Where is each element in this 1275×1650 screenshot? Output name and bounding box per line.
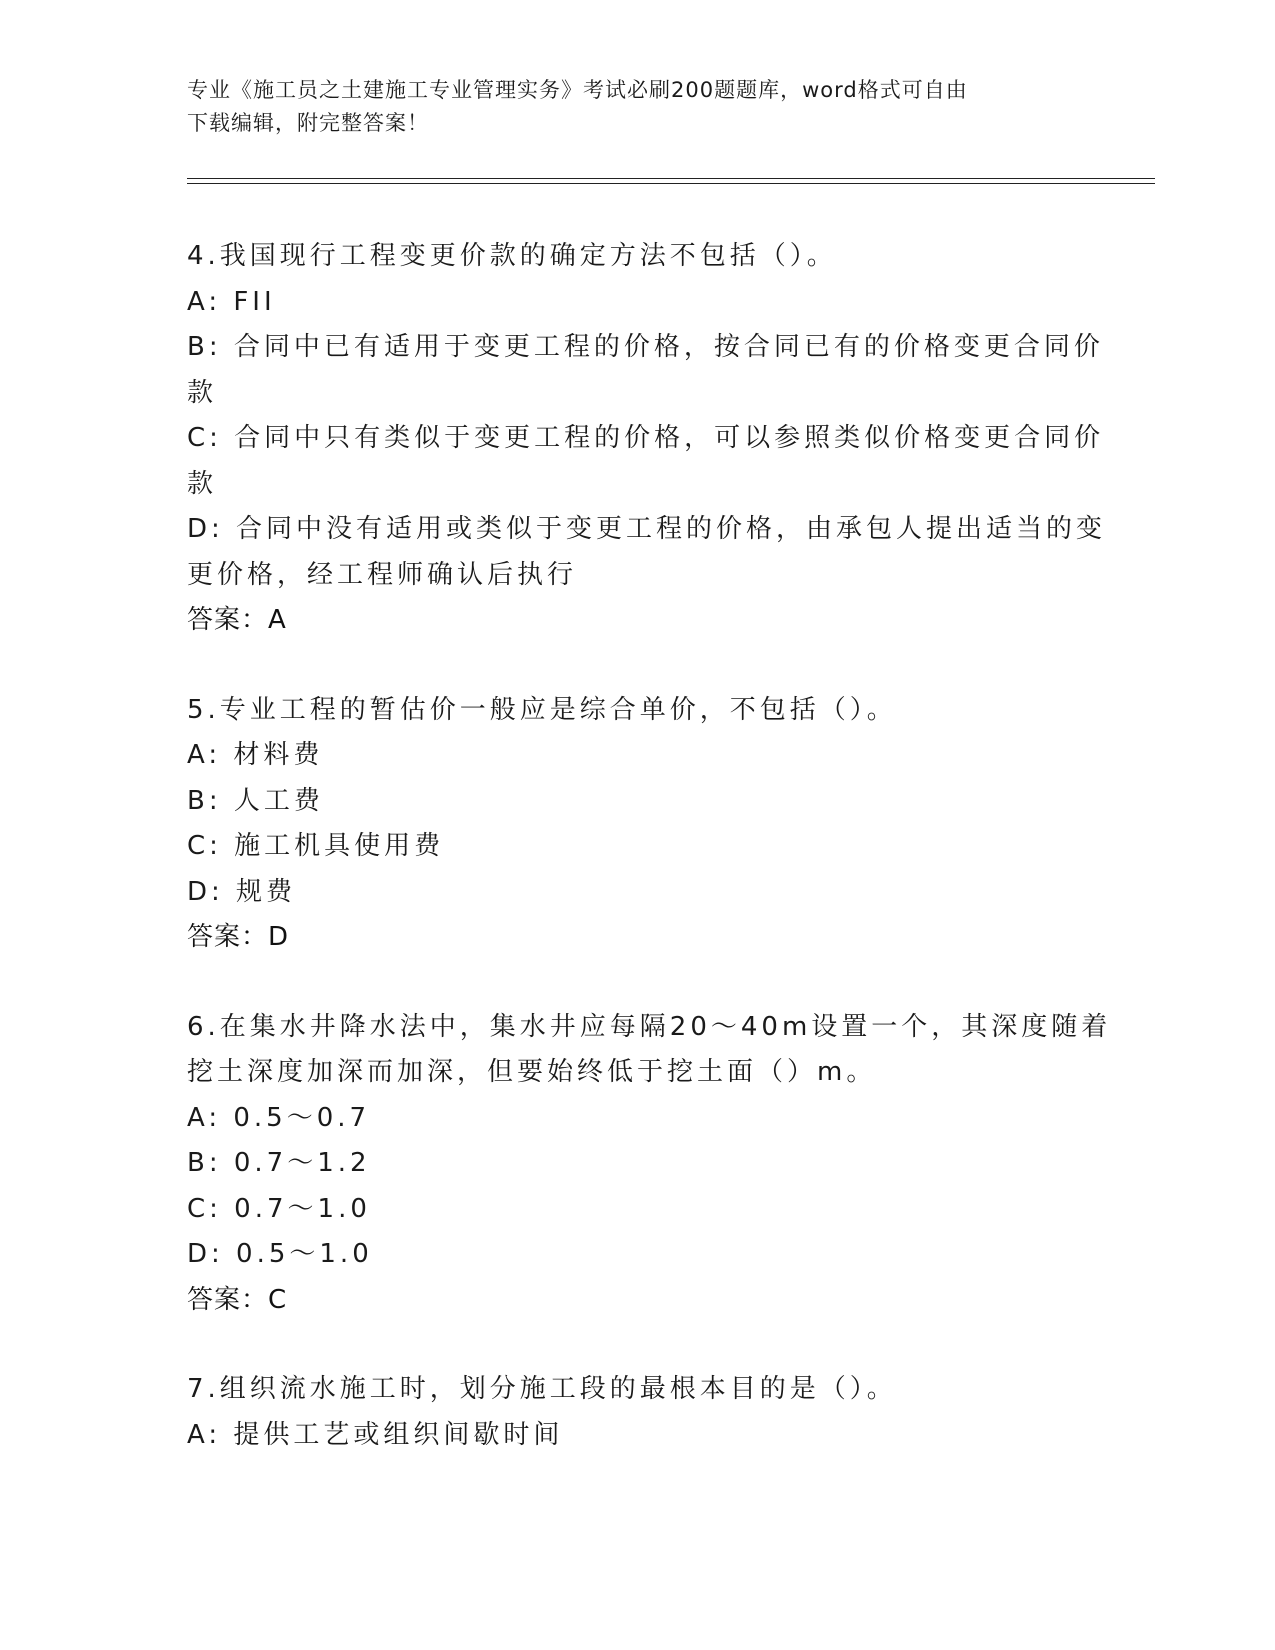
question-stem: 4.我国现行工程变更价款的确定方法不包括（）。	[187, 241, 837, 271]
option-b-line-2: 款	[187, 377, 218, 408]
question-stem: 5.专业工程的暂估价一般应是综合单价，不包括（）。	[187, 694, 897, 725]
option-c: C: 0.7～1.0	[187, 1193, 371, 1224]
option-a: A: 提供工艺或组织间歇时间	[187, 1419, 564, 1450]
answer-label: 答案：D	[187, 922, 290, 952]
option-c: C: 施工机具使用费	[187, 831, 445, 861]
question-stem-line-2: 挖土深度加深而加深，但要始终低于挖土面（）m。	[187, 1057, 877, 1087]
question-7	[187, 1367, 1087, 1458]
header-divider-thin	[187, 178, 1155, 179]
header-divider-thick	[187, 183, 1155, 184]
header-title-line-1: 专业《施工员之土建施工专业管理实务》考试必刷200题题库，word格式可自由	[187, 78, 968, 102]
option-d-line-1: D: 合同中没有适用或类似于变更工程的价格，由承包人提出适当的变	[187, 514, 1107, 544]
question-6	[187, 1005, 1112, 1324]
answer-label: 答案：C	[187, 1284, 288, 1315]
question-list	[187, 234, 1112, 1502]
option-b: B: 人工费	[187, 785, 324, 816]
header-title-line-2: 下载编辑，附完整答案！	[187, 111, 429, 135]
option-d: D: 0.5～1.0	[187, 1239, 373, 1269]
document-header	[187, 74, 1067, 140]
question-4	[187, 234, 1107, 644]
option-d-line-2: 更价格，经工程师确认后执行	[187, 559, 578, 590]
option-d: D: 规费	[187, 876, 297, 907]
option-b-line-1: B: 合同中已有适用于变更工程的价格，按合同已有的价格变更合同价	[187, 332, 1104, 362]
option-c-line-2: 款	[187, 468, 218, 499]
option-a: A: 0.5～0.7	[187, 1102, 371, 1133]
answer-label: 答案：A	[187, 605, 287, 635]
option-a: A: FII	[187, 286, 276, 317]
option-b: B: 0.7～1.2	[187, 1148, 371, 1178]
option-a: A: 材料费	[187, 740, 324, 770]
question-stem-line-1: 6.在集水井降水法中，集水井应每隔20～40m设置一个，其深度随着	[187, 1011, 1112, 1042]
option-c-line-1: C: 合同中只有类似于变更工程的价格，可以参照类似价格变更合同价	[187, 423, 1105, 453]
question-5	[187, 688, 1087, 961]
question-stem: 7.组织流水施工时，划分施工段的最根本目的是（）。	[187, 1374, 897, 1404]
